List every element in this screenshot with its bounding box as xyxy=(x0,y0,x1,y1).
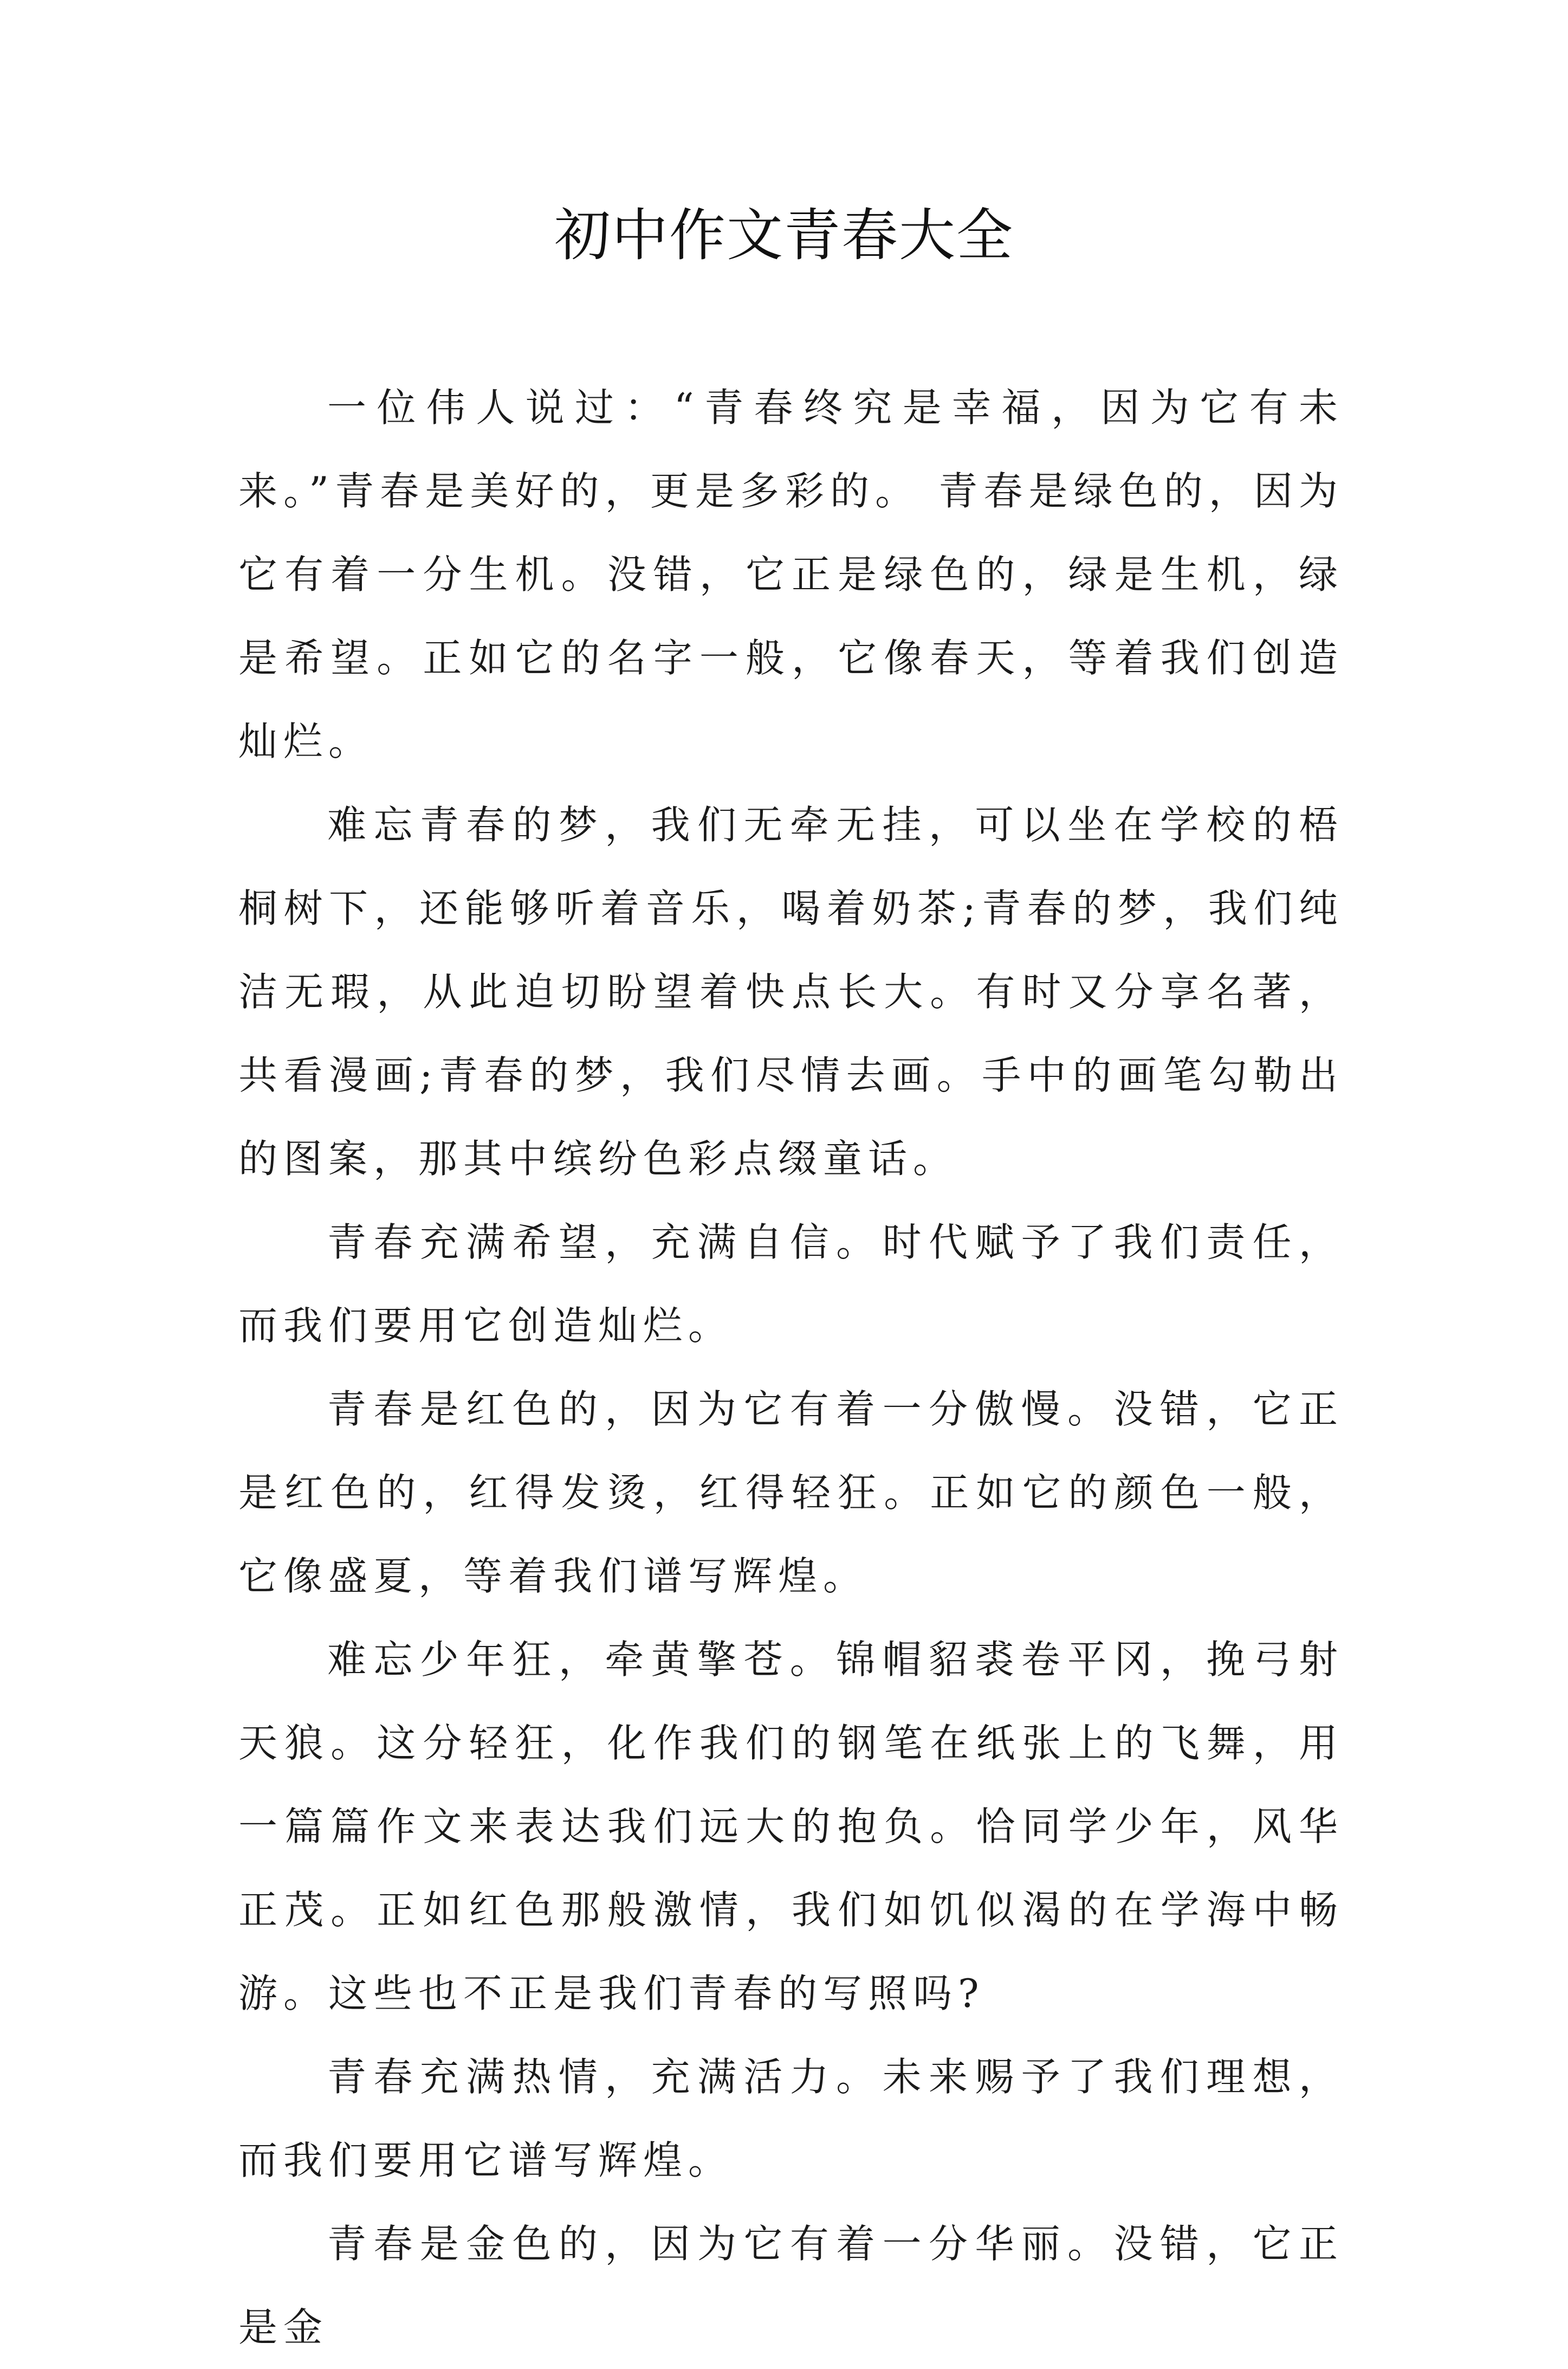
paragraph: 青春是金色的，因为它有着一分华丽。没错，它正是金 xyxy=(238,2221,1344,2350)
paragraph: 一位伟人说过：“青春终究是幸福，因为它有未来。”青春是美好的，更是多彩的。 青春是绿色的，因为它有着一分生机。没错，它正是绿色的，绿是生机，绿是希望。正如它的名字一般，它像春天，等着我们创造灿烂。 xyxy=(238,385,1344,764)
paragraph: 难忘少年狂，牵黄擎苍。锦帽貂裘卷平冈，挽弓射天狼。这分轻狂，化作我们的钢笔在纸张上的飞舞，用一篇篇作文来表达我们远大的抱负。恰同学少年，风华正茂。正如红色那般激情，我们如饥似渴的在学海中畅游。这些也不正是我们青春的写照吗? xyxy=(238,1637,1344,2016)
paragraph: 难忘青春的梦，我们无牵无挂，可以坐在学校的梧桐树下，还能够听着音乐，喝着奶茶;青春的梦，我们纯洁无瑕，从此迫切盼望着快点长大。有时又分享名著，共看漫画;青春的梦，我们尽情去画。手中的画笔勾勒出的图案，那其中缤纷色彩点缀童话。 xyxy=(238,802,1344,1182)
paragraph: 青春充满希望，充满自信。时代赋予了我们责任，而我们要用它创造灿烂。 xyxy=(238,1219,1344,1348)
document-body xyxy=(238,366,1344,2369)
paragraph: 青春充满热情，充满活力。未来赐予了我们理想，而我们要用它谱写辉煌。 xyxy=(238,2054,1344,2183)
document-title: 初中作文青春大全 xyxy=(554,202,1014,268)
paragraph: 青春是红色的，因为它有着一分傲慢。没错，它正是红色的，红得发烫，红得轻狂。正如它的颜色一般，它像盛夏，等着我们谱写辉煌。 xyxy=(238,1386,1344,1599)
